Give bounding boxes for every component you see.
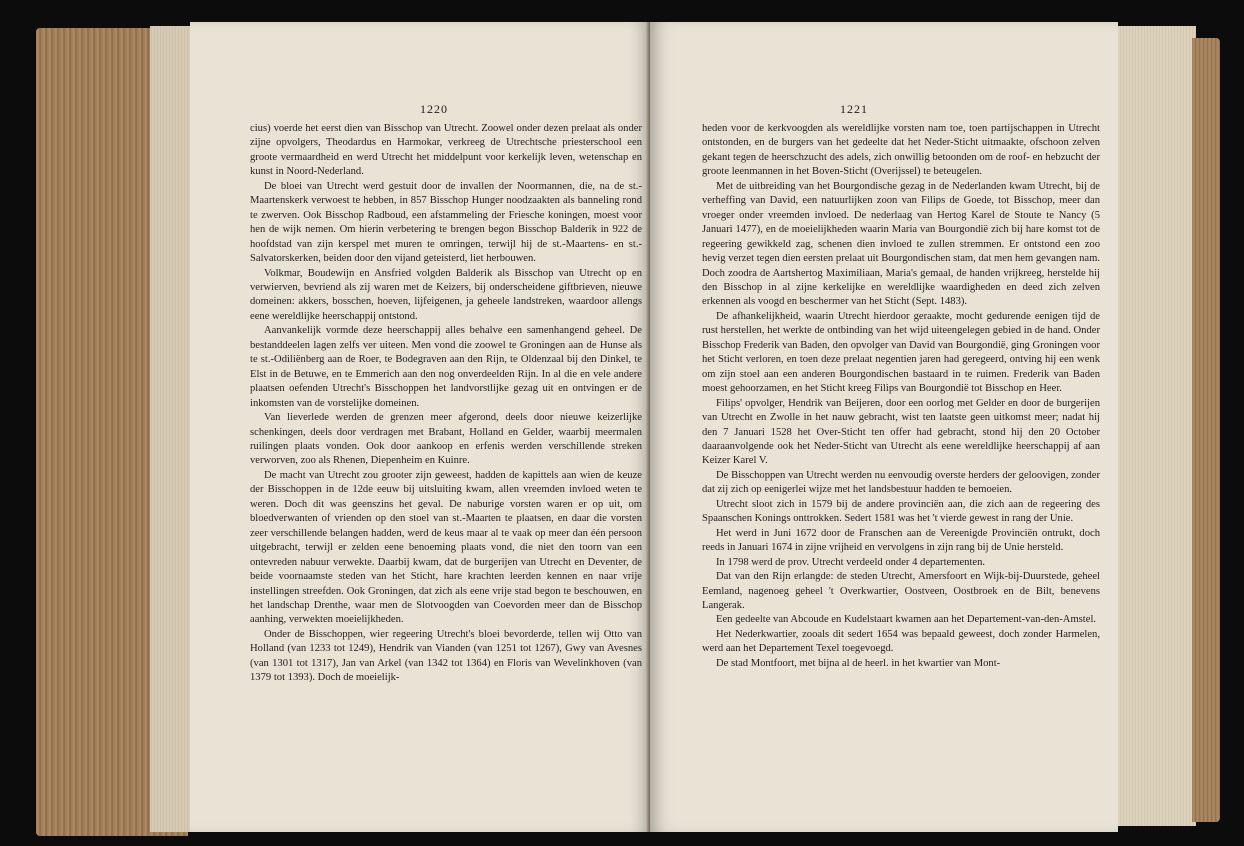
page-stack-right xyxy=(1116,26,1196,826)
page-body xyxy=(702,122,1100,671)
paragraph: Aanvankelijk vormde deze heerschappij alles behalve een samenhangend geheel. De bestanddeelen lagen zelfs ver uiteen. Men vond die zoowel te Groningen aan de Hunse als te st.-Odiliënberg aan de Roer, te Bodegraven aan den Rijn, te Oldenzaal bij den Dinkel, te Elst in de Betuwe, en te Emmerich aan den nog onverdeelden Rijn. In al die en vele andere plaatsen oefenden Utrecht's Bisschoppen het landvorstlijke gezag uit en ontvingen er de inkomsten van de vorstelijke domeinen. xyxy=(250,325,642,409)
left-page xyxy=(190,22,650,832)
paragraph: cius) voerde het eerst dien van Bisschop van Utrecht. Zoowel onder dezen prelaat als onder zijne opvolgers, Theodardus en Harmokar, verkreeg de Utrechtsche priesterschool een groote vermaardheid en werd Utrecht het middelpunt voor kerkelijk leven, wetenschap en kunst in Noord-Nederland. xyxy=(250,123,642,178)
page-stack-left xyxy=(150,26,192,832)
paragraph: De macht van Utrecht zou grooter zijn geweest, hadden de kapittels aan wien de keuze der Bisschoppen in de 12de eeuw bij uitsluiting kwam, allen vreemden invloed weten te weren. Doch dit was geenszins het geval. De naburige vorsten waren er op uit, om bloedverwanten of vrienden op den stoel van st.-Maarten te plaatsen, en daar die vorsten zeer verschillende belangen hadden, werd de keus maar al te vaak op meer dan één persoon uitgebracht, terwijl er zelden eene benoeming plaats vond, die niet den toorn van een ontevreden nabuur verwekte. Daarbij kwam, dat de burgerijen van Utrecht en Deventer, de beide voornaamste steden van het Sticht, hare krachten leerden kennen en naar vrije instellingen streefden. Ook Groningen, dat zich als eene vrije stad begon te beschouwen, en het landschap Drenthe, waar men de Slotvoogden van Coevorden meer dan de Bisschop aanhing, verwekten moeielijkheden. xyxy=(250,469,642,626)
paragraph: Utrecht sloot zich in 1579 bij de andere provinciën aan, die zich aan de regeering des Spaanschen Konings onttrokken. Sedert 1581 was het 't vierde gewest in rang der Unie. xyxy=(702,498,1100,525)
page-body xyxy=(250,122,642,686)
paragraph: Het Nederkwartier, zooals dit sedert 1654 was bepaald geweest, doch zonder Harmelen, werd aan het Departement Texel toegevoegd. xyxy=(702,628,1100,655)
paragraph: Een gedeelte van Abcoude en Kudelstaart kwamen aan het Departement-van-den-Amstel. xyxy=(716,614,1097,626)
paragraph: De afhankelijkheid, waarin Utrecht hierdoor geraakte, mocht gedurende eenigen tijd de rust herstellen, het werkte de ontbinding van het wijd uiteengelegen gebied in de hand. Onder Bisschop Frederik van Baden, den opvolger van David van Bourgondië, ging Groningen voor het Sticht verloren, en toen deze prelaat negentien jaren had geregeerd, ontving hij een wenk om zijn stoel aan een anderen Bourgondischen bastaard in te ruimen. Frederik van Baden moest gehoorzamen, en het Sticht kreeg Filips van Bourgondië tot Bisschop en Heer. xyxy=(702,310,1100,395)
paragraph: De bloei van Utrecht werd gestuit door de invallen der Noormannen, die, na de st.-Maartenskerk verwoest te hebben, in 857 Bisschop Hunger noodzaakten als banneling rond te zwerven. Ook Bisschop Radboud, een afstammeling der Friesche koningen, moest voor hen de wijk nemen. Om hierin verbetering te brengen begon Bisschop Balderik in 922 de hoofdstad van zijn kerspel met muren te omringen, terwijl hij de st.-Maartens- en st.-Salvatorskerken, beiden door den vijand geteisterd, liet herbouwen. xyxy=(250,180,642,265)
book-edge-right xyxy=(1192,38,1220,822)
page-number: 1221 xyxy=(840,102,868,116)
paragraph: De Bisschoppen van Utrecht werden nu eenvoudig overste herders der geloovigen, zonder dat zij zich op eenigerlei wijze met het landsbestuur hadden te bemoeien. xyxy=(702,469,1100,496)
paragraph: De stad Montfoort, met bijna al de heerl. in het kwartier van Mont- xyxy=(716,657,1001,669)
paragraph: Met de uitbreiding van het Bourgondische gezag in de Nederlanden kwam Utrecht, bij de verheffing van David, een natuurlijken zoon van Filips de Goede, tot Bisschop, meer dan vroeger onder vreemden invloed. De nederlaag van Hertog Karel de Stoute te Nancy (5 Januari 1477), en de moeielijkheden waarin Maria van Bourgondië zich bij hare komst tot de regeering gewikkeld zag, schenen dien invloed te zullen stremmen. Er ontstond een zoo hevig verzet tegen dien eersten prelaat uit Bourgondischen stam, dat men hem gevangen nam. Doch zoodra de Aartshertog Maximiliaan, Maria's gemaal, de handen vrijkreeg, herstelde hij den Bisschop in al zijne kerkelijke en wereldlijke waardigheden en deed zich zelven erkennen als voogd en beschermer van het Sticht (Sept. 1483). xyxy=(702,180,1100,308)
paragraph: Het werd in Juni 1672 door de Franschen aan de Vereenigde Provinciën ontrukt, doch reeds in Januari 1674 in zijne vrijheid en vervolgens in zijn rang bij de Unie hersteld. xyxy=(702,527,1100,554)
paragraph: In 1798 werd de prov. Utrecht verdeeld onder 4 departementen. xyxy=(716,556,986,568)
paragraph: Filips' opvolger, Hendrik van Beijeren, door een oorlog met Gelder en door de burgerijen van Utrecht en Zwolle in het nauw gebracht, wist ten laatste geen uitkomst meer; nadat hij den 7 Januari 1528 het Over-Sticht ten offer had gebracht, stond hij den 20 October daaraanvolgende ook het Neder-Sticht van Utrecht als eene wereldlijke heerschappij af aan Keizer Karel V. xyxy=(702,397,1100,467)
paragraph: Onder de Bisschoppen, wier regeering Utrecht's bloei bevorderde, tellen wij Otto van Holland (van 1233 tot 1249), Hendrik van Vianden (van 1251 tot 1267), Gwy van Avesnes (van 1301 tot 1317), Jan van Arkel (van 1342 tot 1364) en Floris van Wevelinkhoven (van 1379 tot 1393). Doch de moeielijk- xyxy=(250,628,642,684)
paragraph: Van lieverlede werden de grenzen meer afgerond, deels door nieuwe keizerlijke schenkingen, deels door verdragen met Brabant, Holland en Gelder, waarbij meermalen ruilingen plaats vonden. Ook door aankoop en erfenis werden verschillende streken verworven, zoo als Rhenen, Diepenheim en Kuinre. xyxy=(250,412,642,467)
right-page xyxy=(650,22,1118,832)
paragraph: Volkmar, Boudewijn en Ansfried volgden Balderik als Bisschop van Utrecht op en verwierven, bevriend als zij waren met de Keizers, bij onderscheidene giftbrieven, nieuwe domeinen: akkers, bosschen, hoeven, lijfeigenen, ja geheele landstreken, waardoor allengs eene wereldlijke heerschappij ontstond. xyxy=(250,267,642,322)
paragraph: Dat van den Rijn erlangde: de steden Utrecht, Amersfoort en Wijk-bij-Duurstede, geheel Eemland, nagenoeg geheel 't Overkwartier, Oostveen, Oostbroek en de Bilt, benevens Langerak. xyxy=(702,571,1100,611)
paragraph: heden voor de kerkvoogden als wereldlijke vorsten nam toe, toen partijschappen in Utrecht ontstonden, en de burgers van het gedeelte dat het Neder-Sticht uitmaakte, ofschoon zelven gekant tegen de heerschzucht des adels, zich onwillig betoonden om de roof- en hebzucht der groote leenmannen in het Boven-Sticht (Overijssel) te beteugelen. xyxy=(702,123,1100,178)
page-number: 1220 xyxy=(420,102,448,116)
